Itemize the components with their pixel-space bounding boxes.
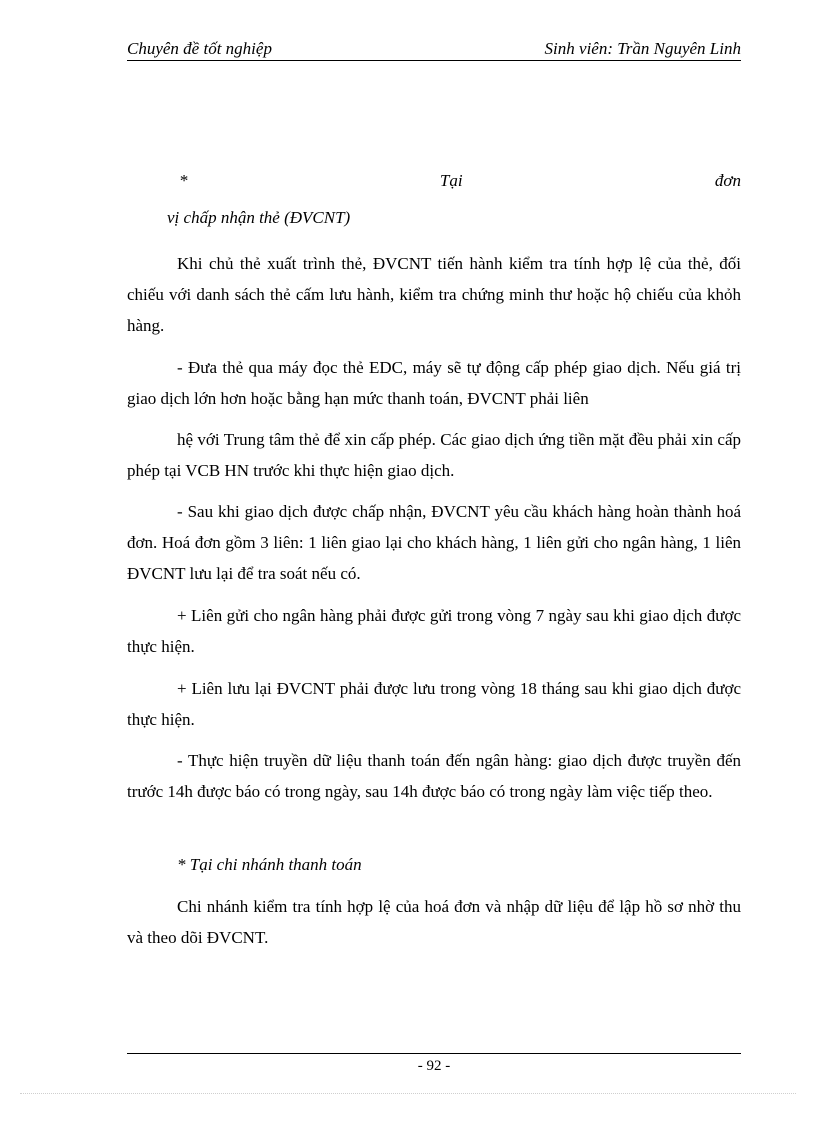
paragraph-1: Khi chủ thẻ xuất trình thẻ, ĐVCNT tiến hành kiểm tra tính hợp lệ của thẻ, đối chiếu với danh sách thẻ cấm lưu hành, kiểm tra chứng minh thư hoặc hộ chiếu của khỏh hàng. [127, 254, 741, 335]
header-title: Chuyên đề tốt nghiệp [127, 39, 272, 58]
section-heading-2: * Tại chi nhánh thanh toán [177, 855, 362, 874]
section-heading-continuation: vị chấp nhận thẻ (ĐVCNT) [167, 208, 351, 227]
paragraph-7: - Thực hiện truyền dữ liệu thanh toán đến ngân hàng: giao dịch được truyền đến trước 14h được báo có trong ngày, sau 14h được báo có trong ngày làm việc tiếp theo. [127, 751, 741, 801]
heading-word-don: đơn [714, 171, 741, 190]
section-heading-spread [179, 171, 741, 191]
paragraph-4: - Sau khi giao dịch được chấp nhận, ĐVCNT yêu cầu khách hàng hoàn thành hoá đơn. Hoá đơn gồm 3 liên: 1 liên giao lại cho khách hàng, 1 liên gửi cho ngân hàng, 1 liên ĐVCNT lưu lại để tra soát nếu có. [127, 502, 741, 583]
page-bottom-border [20, 1093, 796, 1094]
paragraph-5: + Liên gửi cho ngân hàng phải được gửi trong vòng 7 ngày sau khi giao dịch được thực hiện. [127, 606, 741, 656]
header-author: Sinh viên: Trần Nguyên Linh [544, 39, 741, 58]
paragraph-8: Chi nhánh kiểm tra tính hợp lệ của hoá đơn và nhập dữ liệu để lập hồ sơ nhờ thu và theo dõi ĐVCNT. [127, 897, 741, 947]
footer-divider [127, 1053, 741, 1054]
heading-word-tai: Tại [439, 171, 463, 190]
paragraph-6: + Liên lưu lại ĐVCNT phải được lưu trong vòng 18 tháng sau khi giao dịch được thực hiện. [127, 679, 741, 729]
page-header [127, 38, 741, 61]
heading-star: * [179, 171, 188, 190]
page-number: - 92 - [417, 1058, 451, 1074]
paragraph-3: hệ với Trung tâm thẻ để xin cấp phép. Các giao dịch ứng tiền mặt đều phải xin cấp phép tại VCB HN trước khi thực hiện giao dịch. [127, 430, 741, 480]
paragraph-2: - Đưa thẻ qua máy đọc thẻ EDC, máy sẽ tự động cấp phép giao dịch. Nếu giá trị giao dịch lớn hơn hoặc bằng hạn mức thanh toán, ĐVCNT phải liên [127, 358, 741, 408]
